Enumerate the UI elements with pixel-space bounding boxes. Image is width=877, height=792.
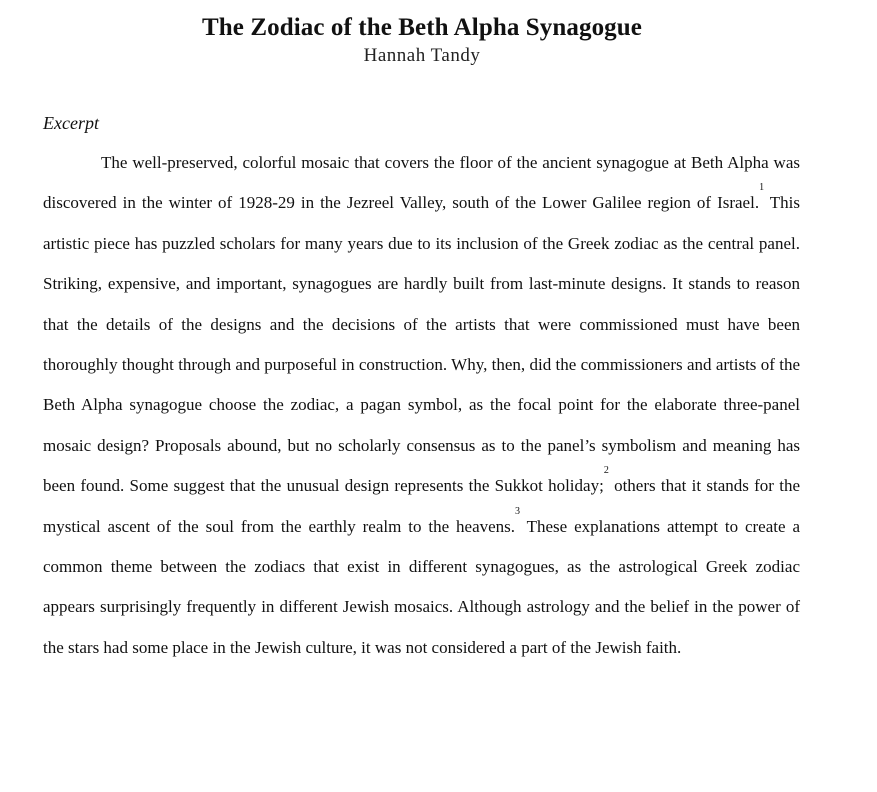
footnote-marker-1[interactable]: 1 <box>759 182 765 194</box>
paragraph-text-3: others that it stands for the mystical ascent of the soul from the earthly realm to the heavens. <box>43 476 801 536</box>
footnote-marker-3[interactable]: 3 <box>515 505 521 517</box>
paragraph-text-2: This artistic piece has puzzled scholars for many years due to its inclusion of the Greek zodiac as the central panel. Striking, expensive, and important, synagogues are hardly built from last-minute designs. It stands to reason that the details of the designs and the decisions of the artists that were commissioned must have been thoroughly thought through and purposeful in construction. Why, then, did the commissioners and artists of the Beth Alpha synagogue choose the zodiac, a pagan symbol, as the focal point for the elaborate three-panel mosaic design? Proposals abound, but no scholarly consensus as to the panel’s symbolism and meaning has been found. Some suggest that the unusual design represents the Sukkot holiday; <box>43 193 800 496</box>
section-label: Excerpt <box>43 113 99 133</box>
document-title: The Zodiac of the Beth Alpha Synagogue <box>202 14 642 41</box>
paragraph-text-4: These explanations attempt to create a common theme between the zodiacs that exist in different synagogues, as the astrological Greek zodiac appears surprisingly frequently in different Jewish mosaics. Although astrology and the belief in the power of the stars had some place in the Jewish culture, it was not considered a part of the Jewish faith. <box>43 516 800 657</box>
paragraph-text-1: The well-preserved, colorful mosaic that covers the floor of the ancient synagogue at Beth Alpha was discovered in the winter of 1928-29 in the Jezreel Valley, south of the Lower Galilee region of Israel. <box>43 153 800 213</box>
body-paragraph <box>43 143 800 668</box>
footnote-marker-2[interactable]: 2 <box>603 465 609 477</box>
author-name: Hannah Tandy <box>363 45 481 66</box>
